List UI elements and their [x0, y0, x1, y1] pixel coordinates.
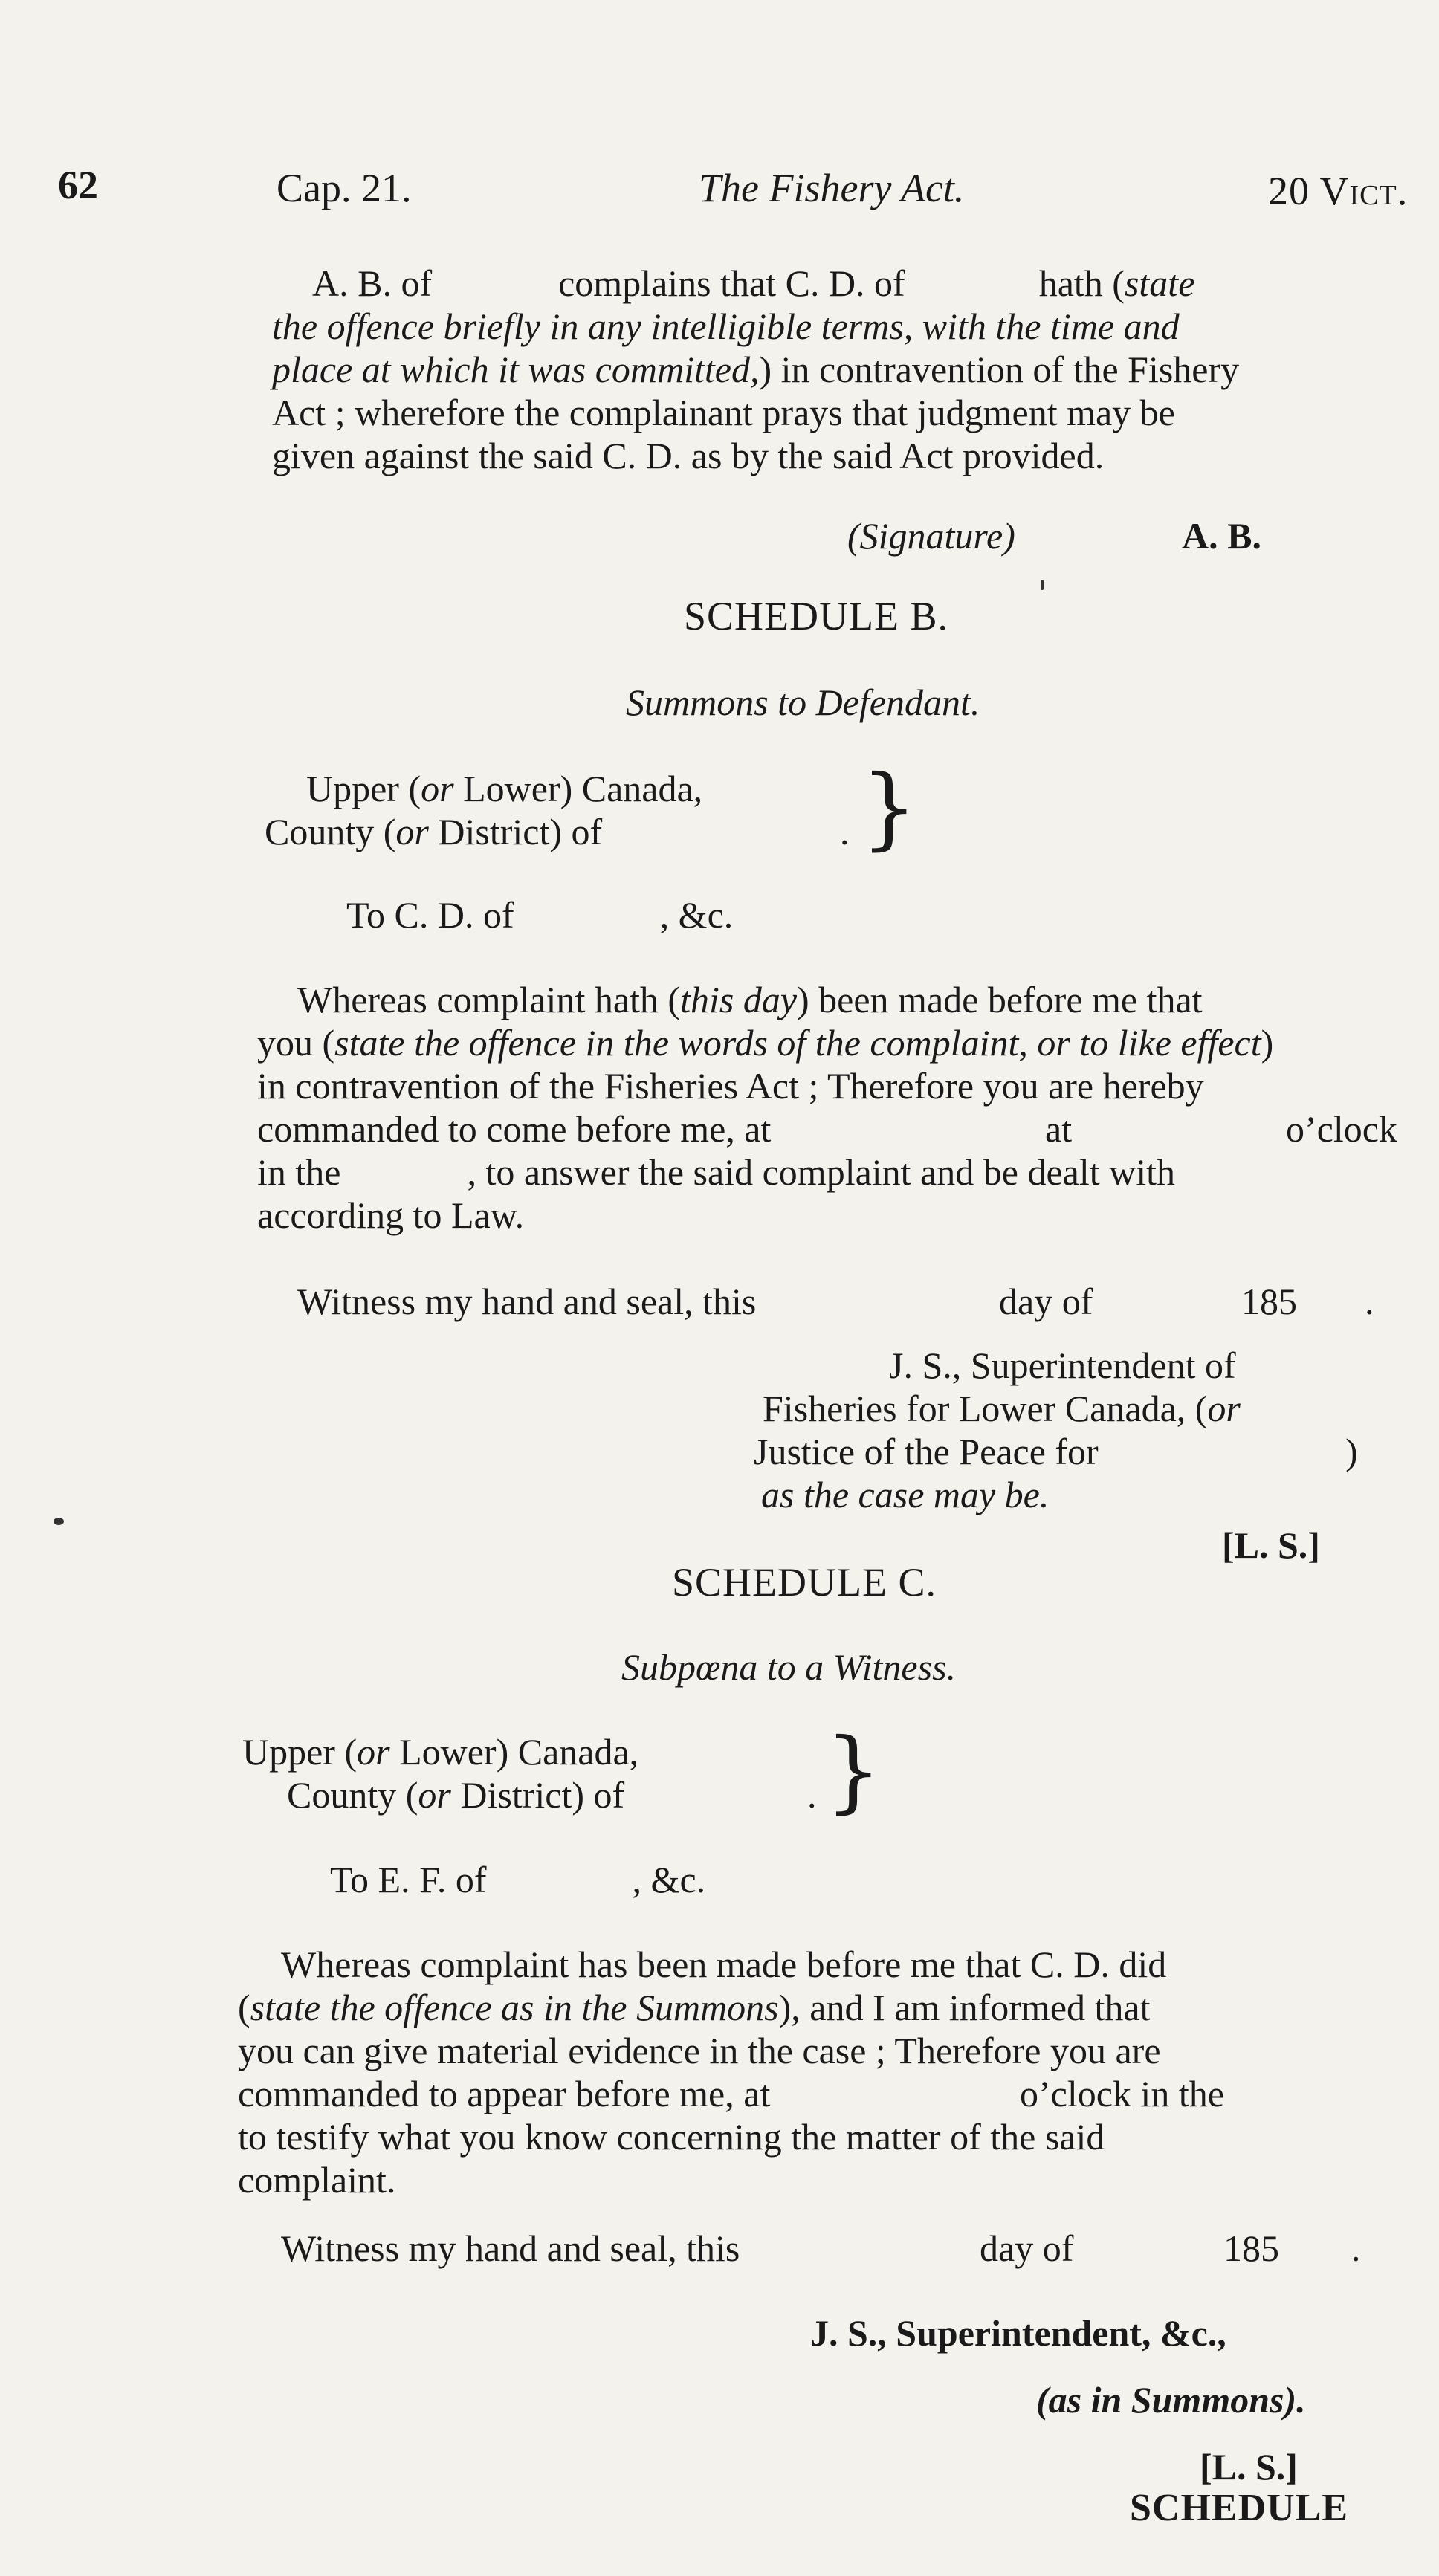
body-text: (	[238, 1987, 250, 2028]
body-text: commanded to come before me, at	[257, 1108, 772, 1150]
body-text: state the offence in the words of the complaint, or to like effect	[334, 1022, 1261, 1064]
schedule-c-body-line-2	[238, 1986, 1151, 2029]
body-text: at	[1045, 1108, 1073, 1150]
to-text: , &c.	[632, 1859, 706, 1900]
schedule-c-venue-brace: }	[825, 1720, 882, 1823]
schedule-b-sig-line-2	[763, 1387, 1241, 1430]
venue-text: or	[418, 1774, 451, 1816]
schedule-b-body-line-6: according to Law.	[257, 1194, 525, 1236]
body-text: Whereas complaint hath (	[297, 979, 681, 1020]
complaint-text: place at which it was committed,	[272, 349, 760, 390]
complaint-text: complains that C. D. of	[558, 262, 905, 304]
venue-text: or	[421, 768, 454, 809]
body-text: ) been made before me that	[797, 979, 1203, 1020]
complaint-line-3	[272, 348, 1239, 391]
venue-text: or	[357, 1731, 390, 1773]
schedule-c-body-line-5: to testify what you know concerning the matter of the said	[238, 2116, 1105, 2158]
schedule-c-subheading: Subpœna to a Witness.	[621, 1646, 957, 1688]
schedule-b-sig-line-3	[754, 1430, 1378, 1473]
schedule-b-venue-brace: }	[861, 757, 918, 860]
ink-speck	[54, 1518, 64, 1525]
schedule-c-sig-line-2: (as in Summons).	[1036, 2379, 1306, 2421]
schedule-b-venue-dot: .	[840, 811, 850, 852]
schedule-c-heading: SCHEDULE C.	[672, 1560, 937, 1605]
witness-text: day of	[980, 2227, 1074, 2269]
complaint-text: state	[1124, 262, 1195, 304]
venue-text: County (	[287, 1774, 418, 1816]
schedule-c-venue-line-2	[287, 1773, 624, 1816]
schedule-b-to-line	[346, 893, 733, 936]
to-text: , &c.	[659, 894, 734, 936]
schedule-b-body-line-1	[297, 978, 1203, 1021]
complaint-text: A. B. of	[312, 262, 433, 304]
page-number: 62	[58, 163, 98, 207]
signature-name: A. B.	[1182, 515, 1261, 557]
witness-text: day of	[999, 1281, 1093, 1322]
complaint-line-4: Act ; wherefore the complainant prays that judgment may be	[272, 392, 1175, 433]
schedule-b-body-line-2	[257, 1021, 1273, 1064]
schedule-c-body-line-1: Whereas complaint has been made before me that C. D. did	[281, 1944, 1167, 1985]
complaint-text: ) in contravention of the Fishery	[759, 349, 1240, 390]
to-text: To E. F. of	[330, 1859, 487, 1900]
venue-text: Upper (	[242, 1731, 358, 1773]
complaint-line-2: the offence briefly in any intelligible terms, with the time and	[272, 305, 1180, 347]
schedule-b-subheading: Summons to Defendant.	[626, 682, 980, 723]
ink-speck	[1041, 580, 1044, 590]
venue-text: Lower) Canada,	[389, 1731, 639, 1773]
schedule-c-witness-line	[281, 2227, 1396, 2270]
body-text: o’clock	[1286, 1108, 1397, 1150]
schedule-c-body-line-4	[238, 2072, 1353, 2115]
schedule-c-venue-line-1	[242, 1730, 638, 1773]
body-text: )	[1261, 1022, 1274, 1064]
witness-text: .	[1351, 2227, 1361, 2269]
witness-text: Witness my hand and seal, this	[297, 1281, 757, 1322]
venue-text: or	[395, 811, 429, 852]
schedule-b-sig-line-1: J. S., Superintendent of	[889, 1344, 1236, 1386]
schedule-b-venue-line-2	[265, 810, 602, 853]
schedule-b-witness-line	[297, 1280, 1412, 1323]
venue-text: County (	[265, 811, 396, 852]
running-title: The Fishery Act.	[699, 166, 965, 210]
complaint-line-5: given against the said C. D. as by the said Act provided.	[272, 435, 1105, 476]
schedule-c-venue-dot: .	[807, 1774, 817, 1816]
complaint-text: hath (	[1038, 262, 1125, 304]
to-text: To C. D. of	[346, 894, 514, 936]
schedule-b-sig-line-4: as the case may be.	[761, 1474, 1050, 1515]
body-text: this day	[680, 979, 798, 1020]
schedule-b-venue-line-1	[306, 767, 702, 810]
body-text: in the	[257, 1151, 341, 1193]
schedule-c-sig-line-1: J. S., Superintendent, &c.,	[810, 2312, 1226, 2354]
venue-text: District) of	[450, 1774, 625, 1816]
catchword: SCHEDULE	[1130, 2487, 1349, 2529]
witness-text: 185	[1223, 2227, 1279, 2269]
body-text: ), and I am informed that	[778, 1987, 1151, 2028]
body-text: , to answer the said complaint and be dealt with	[467, 1151, 1175, 1193]
schedule-c-body-line-3: you can give material evidence in the case ; Therefore you are	[238, 2030, 1161, 2071]
witness-text: 185	[1241, 1281, 1297, 1322]
body-text: state the offence as in the Summons	[250, 1987, 779, 2028]
witness-text: .	[1365, 1281, 1374, 1322]
schedule-b-body-line-3: in contravention of the Fisheries Act ; Therefore you are hereby	[257, 1065, 1204, 1107]
venue-text: Upper (	[306, 768, 421, 809]
schedule-c-to-line	[330, 1858, 705, 1901]
schedule-b-heading: SCHEDULE B.	[684, 594, 949, 638]
complaint-line-1	[312, 262, 1194, 305]
chapter-number: Cap. 21.	[277, 166, 412, 210]
schedule-b-seal: [L. S.]	[1222, 1524, 1320, 1566]
body-text: o’clock in the	[1020, 2073, 1224, 2114]
venue-text: Lower) Canada,	[453, 768, 703, 809]
venue-text: District) of	[428, 811, 603, 852]
body-text: you (	[257, 1022, 335, 1064]
sig-text: )	[1345, 1431, 1358, 1472]
schedule-b-body-line-5	[257, 1151, 1175, 1194]
regnal-year: 20 Vict.	[1268, 169, 1409, 213]
schedule-c-seal: [L. S.]	[1200, 2446, 1298, 2488]
schedule-c-body-line-6: complaint.	[238, 2159, 396, 2201]
sig-text: Fisheries for Lower Canada, (	[763, 1388, 1208, 1429]
schedule-b-body-line-4	[257, 1107, 1409, 1151]
body-text: commanded to appear before me, at	[238, 2073, 771, 2114]
sig-text: or	[1207, 1388, 1241, 1429]
witness-text: Witness my hand and seal, this	[281, 2227, 740, 2269]
signature-label: (Signature)	[847, 515, 1015, 557]
sig-text: Justice of the Peace for	[754, 1431, 1099, 1472]
